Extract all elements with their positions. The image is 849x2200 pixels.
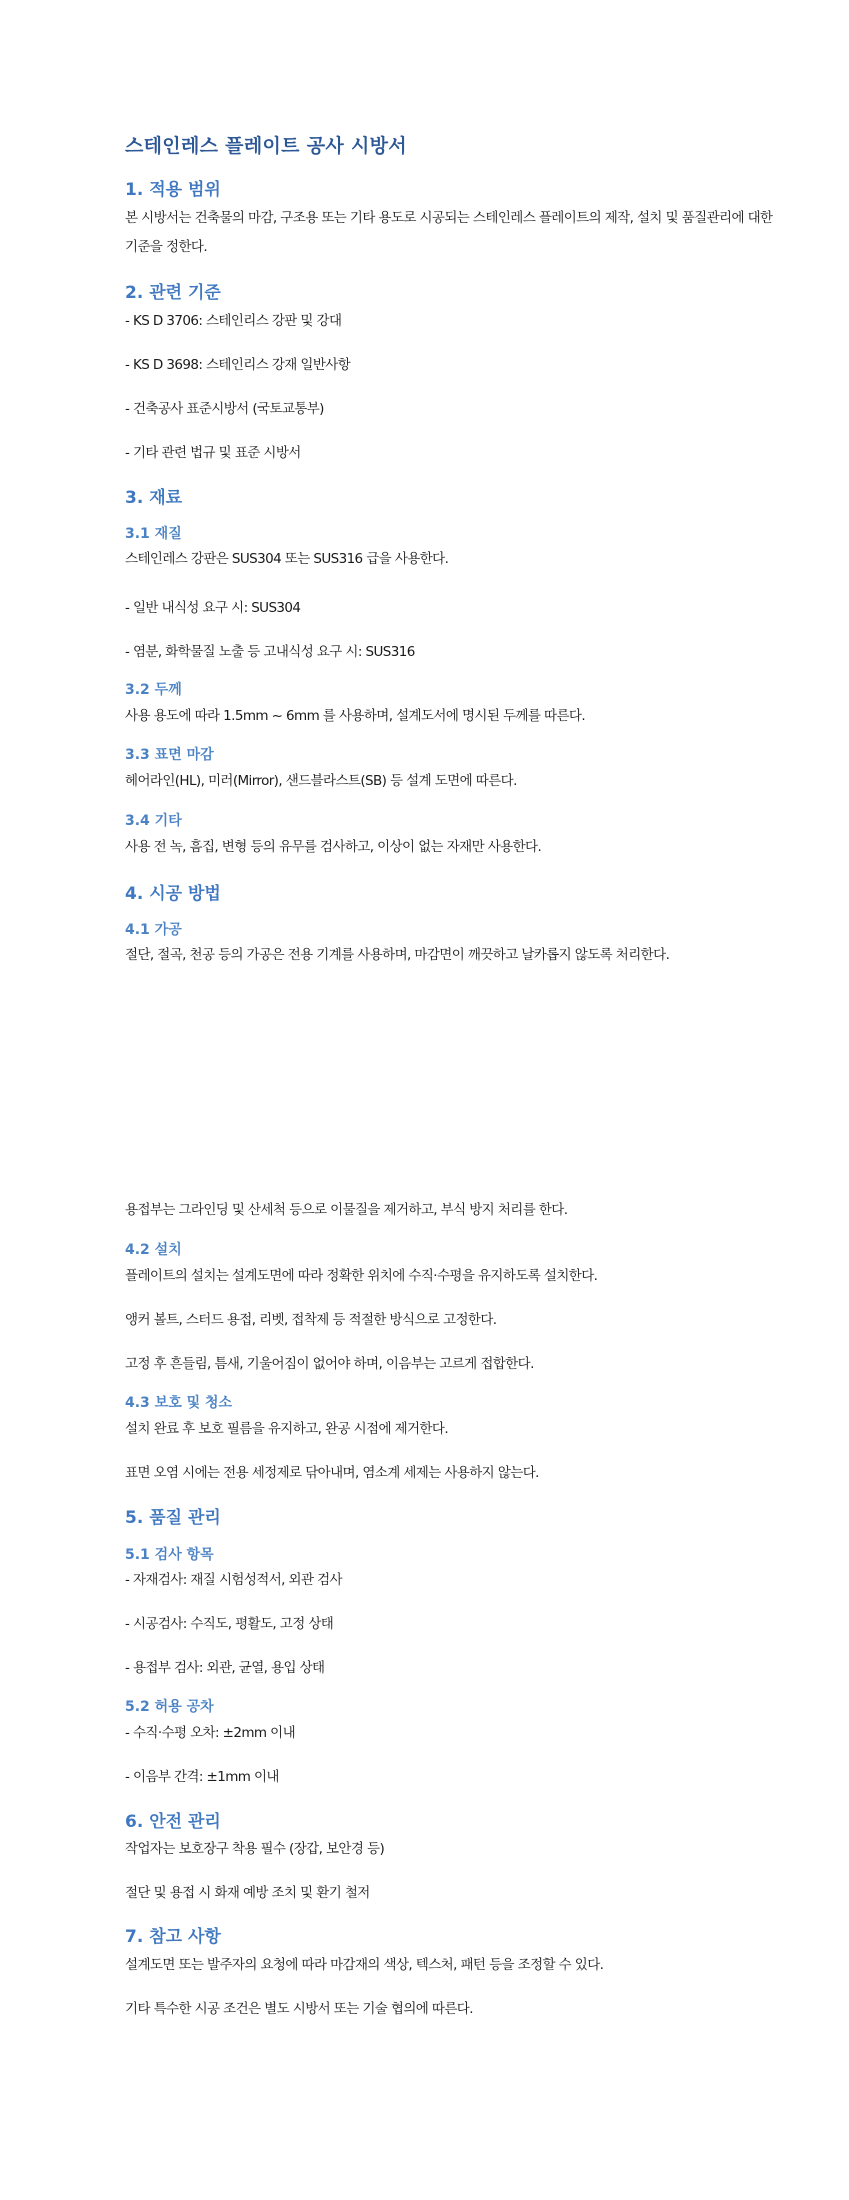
- list-item: - 용접부 검사: 외관, 균열, 용입 상태: [125, 1660, 325, 1676]
- paragraph: 스테인레스 강판은 SUS304 또는 SUS316 급을 사용한다.: [125, 551, 449, 567]
- paragraph: 앵커 볼트, 스터드 용접, 리벳, 접착제 등 적절한 방식으로 고정한다.: [125, 1312, 497, 1328]
- list-item: - 건축공사 표준시방서 (국토교통부): [125, 401, 324, 417]
- subsection-heading: 3.1 재질: [125, 526, 182, 542]
- list-item: - 이음부 간격: ±1mm 이내: [125, 1769, 279, 1785]
- document-title: 스테인레스 플레이트 공사 시방서: [125, 135, 407, 157]
- paragraph: 표면 오염 시에는 전용 세정제로 닦아내며, 염소계 세제는 사용하지 않는다.: [125, 1465, 539, 1481]
- paragraph: 설계도면 또는 발주자의 요청에 따라 마감재의 색상, 텍스처, 패턴 등을 조정할 수 있다.: [125, 1957, 604, 1973]
- list-item: - 염분, 화학물질 노출 등 고내식성 요구 시: SUS316: [125, 644, 415, 660]
- section-heading: 6. 안전 관리: [125, 1812, 221, 1832]
- subsection-heading: 5.1 검사 항목: [125, 1547, 214, 1563]
- subsection-heading: 5.2 허용 공차: [125, 1699, 214, 1715]
- paragraph: 용접부는 그라인딩 및 산세척 등으로 이물질을 제거하고, 부식 방지 처리를 한다.: [125, 1202, 568, 1218]
- subsection-heading: 3.3 표면 마감: [125, 747, 214, 763]
- paragraph: 플레이트의 설치는 설계도면에 따라 정확한 위치에 수직·수평을 유지하도록 설치한다.: [125, 1268, 598, 1284]
- section-heading: 5. 품질 관리: [125, 1508, 221, 1528]
- paragraph: 절단 및 용접 시 화재 예방 조치 및 환기 철저: [125, 1885, 370, 1901]
- paragraph: 본 시방서는 건축물의 마감, 구조용 또는 기타 용도로 시공되는 스테인레스 플레이트의 제작, 설치 및 품질관리에 대한: [125, 210, 773, 226]
- paragraph: 사용 용도에 따라 1.5mm ~ 6mm 를 사용하며, 설계도서에 명시된 두께를 따른다.: [125, 708, 586, 724]
- section-heading: 2. 관련 기준: [125, 283, 221, 303]
- list-item: - KS D 3706: 스테인리스 강판 및 강대: [125, 313, 342, 329]
- paragraph: 사용 전 녹, 흠집, 변형 등의 유무를 검사하고, 이상이 없는 자재만 사용한다.: [125, 839, 542, 855]
- subsection-heading: 4.3 보호 및 청소: [125, 1395, 233, 1411]
- list-item: - 수직·수평 오차: ±2mm 이내: [125, 1725, 296, 1741]
- paragraph: 고정 후 흔들림, 틈새, 기울어짐이 없어야 하며, 이음부는 고르게 접합한다.: [125, 1356, 534, 1372]
- list-item: - 자재검사: 재질 시험성적서, 외관 검사: [125, 1572, 342, 1588]
- paragraph: 작업자는 보호장구 착용 필수 (장갑, 보안경 등): [125, 1841, 385, 1857]
- list-item: - KS D 3698: 스테인리스 강재 일반사항: [125, 357, 351, 373]
- list-item: - 시공검사: 수직도, 평활도, 고정 상태: [125, 1616, 334, 1632]
- paragraph: 설치 완료 후 보호 필름을 유지하고, 완공 시점에 제거한다.: [125, 1421, 449, 1437]
- list-item: - 일반 내식성 요구 시: SUS304: [125, 600, 301, 616]
- subsection-heading: 3.2 두께: [125, 682, 182, 698]
- section-heading: 3. 재료: [125, 488, 183, 508]
- subsection-heading: 4.1 가공: [125, 922, 182, 938]
- paragraph: 절단, 절곡, 천공 등의 가공은 전용 기계를 사용하며, 마감면이 깨끗하고 날카롭지 않도록 처리한다.: [125, 947, 670, 963]
- section-heading: 7. 참고 사항: [125, 1927, 221, 1947]
- subsection-heading: 3.4 기타: [125, 813, 182, 829]
- paragraph: 기타 특수한 시공 조건은 별도 시방서 또는 기술 협의에 따른다.: [125, 2001, 473, 2017]
- list-item: - 기타 관련 법규 및 표준 시방서: [125, 445, 301, 461]
- section-heading: 4. 시공 방법: [125, 884, 221, 904]
- subsection-heading: 4.2 설치: [125, 1242, 182, 1258]
- paragraph: 헤어라인(HL), 미러(Mirror), 샌드블라스트(SB) 등 설계 도면에 따른다.: [125, 773, 517, 789]
- paragraph: 기준을 정한다.: [125, 239, 208, 255]
- section-heading: 1. 적용 범위: [125, 180, 221, 200]
